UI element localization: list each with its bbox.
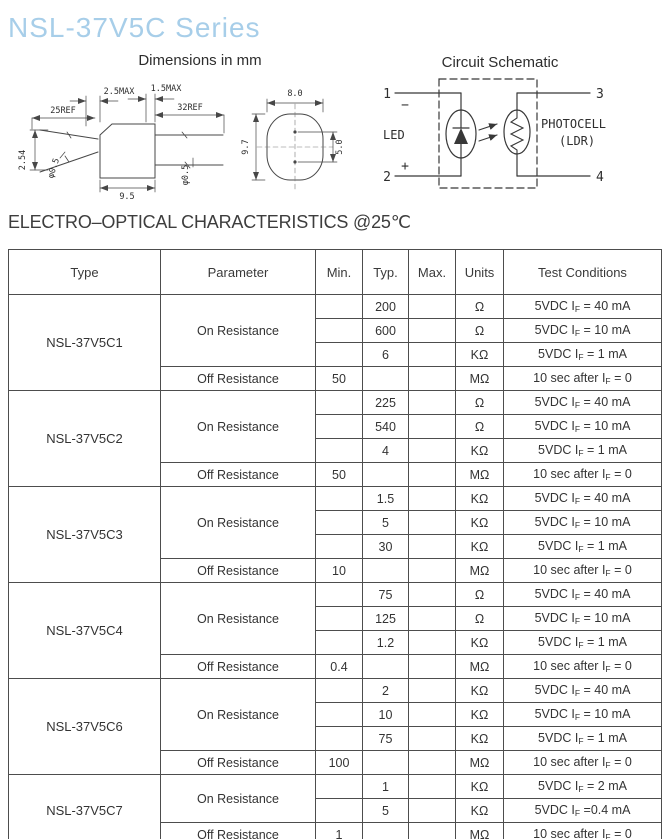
condition-text: = 40 mA (580, 683, 631, 697)
condition-text: 5VDC I (538, 779, 579, 793)
units-cell: KΩ (456, 799, 504, 823)
condition-subscript: F (578, 640, 584, 650)
condition-subscript: F (574, 688, 581, 698)
units-cell: KΩ (456, 535, 504, 559)
condition-text: = 10 mA (580, 707, 631, 721)
condition-text: 5VDC I (534, 491, 575, 505)
condition-text: 5VDC I (534, 515, 575, 529)
test-condition-cell (504, 607, 662, 631)
units-cell: MΩ (456, 367, 504, 391)
condition-subscript: F (605, 472, 611, 482)
table-row (9, 775, 662, 799)
min-cell: 50 (316, 367, 363, 391)
condition-text: 5VDC I (534, 611, 575, 625)
typ-cell: 75 (363, 727, 409, 751)
parameter-cell: On Resistance (161, 583, 316, 655)
typ-cell: 225 (363, 391, 409, 415)
dimensions-caption: Dimensions in mm (138, 52, 262, 69)
typ-cell: 1.5 (363, 487, 409, 511)
typ-cell: 200 (363, 295, 409, 319)
units-cell: KΩ (456, 703, 504, 727)
test-condition-cell (504, 487, 662, 511)
min-cell (316, 343, 363, 367)
max-cell (409, 463, 456, 487)
condition-text: = 2 mA (583, 779, 627, 793)
typ-cell: 10 (363, 703, 409, 727)
test-condition-cell (504, 415, 662, 439)
condition-subscript: F (574, 424, 581, 434)
units-cell: MΩ (456, 823, 504, 839)
dim-right-lead-label: 32REF (177, 103, 203, 113)
dim-tip-label: 1.5MAX (150, 84, 182, 94)
typ-cell (363, 559, 409, 583)
test-condition-cell (504, 511, 662, 535)
units-cell: Ω (456, 319, 504, 343)
parameter-cell: On Resistance (161, 487, 316, 559)
typ-cell: 2 (363, 679, 409, 703)
condition-text: = 40 mA (580, 299, 631, 313)
parameter-cell: Off Resistance (161, 559, 316, 583)
condition-text: 5VDC I (534, 707, 575, 721)
condition-text: = 1 mA (583, 635, 627, 649)
typ-cell: 4 (363, 439, 409, 463)
section-heading: ELECTRO–OPTICAL CHARACTERISTICS @25℃ (8, 212, 411, 232)
typ-cell: 125 (363, 607, 409, 631)
units-cell: KΩ (456, 439, 504, 463)
min-cell (316, 679, 363, 703)
condition-subscript: F (574, 328, 581, 338)
condition-text: 10 sec after I (533, 563, 606, 577)
col-header-typ: Typ. (363, 250, 409, 295)
test-condition-cell (504, 799, 662, 823)
max-cell (409, 655, 456, 679)
col-header-type: Type (9, 250, 161, 295)
polarity-plus-label: + (401, 159, 409, 174)
condition-text: = 10 mA (580, 419, 631, 433)
condition-text: 5VDC I (534, 323, 575, 337)
condition-subscript: F (574, 400, 581, 410)
units-cell: MΩ (456, 559, 504, 583)
condition-subscript: F (578, 352, 584, 362)
units-cell: Ω (456, 391, 504, 415)
typ-cell: 600 (363, 319, 409, 343)
units-cell: MΩ (456, 463, 504, 487)
eo-characteristics-table (8, 249, 662, 839)
condition-subscript: F (574, 496, 581, 506)
table-header-row (9, 250, 662, 295)
test-condition-cell (504, 775, 662, 799)
units-cell: KΩ (456, 511, 504, 535)
type-cell: NSL-37V5C2 (9, 391, 161, 487)
condition-subscript: F (605, 664, 611, 674)
min-cell: 10 (316, 559, 363, 583)
condition-subscript: F (578, 544, 584, 554)
min-cell (316, 775, 363, 799)
dim-body-length-label: 9.5 (119, 192, 135, 202)
max-cell (409, 511, 456, 535)
test-condition-cell (504, 727, 662, 751)
units-cell: Ω (456, 607, 504, 631)
type-cell: NSL-37V5C1 (9, 295, 161, 391)
col-header-min: Min. (316, 250, 363, 295)
min-cell (316, 631, 363, 655)
dim-end-height-label: 9.7 (241, 139, 251, 155)
col-header-max: Max. (409, 250, 456, 295)
max-cell (409, 559, 456, 583)
typ-cell: 5 (363, 799, 409, 823)
parameter-cell: On Resistance (161, 391, 316, 463)
units-cell: Ω (456, 583, 504, 607)
test-condition-cell (504, 631, 662, 655)
test-condition-cell (504, 343, 662, 367)
parameter-cell: Off Resistance (161, 823, 316, 839)
min-cell (316, 391, 363, 415)
dim-lead-pitch-label: 2.54 (18, 149, 28, 171)
typ-cell: 5 (363, 511, 409, 535)
typ-cell: 30 (363, 535, 409, 559)
parameter-cell: Off Resistance (161, 751, 316, 775)
pin-1-label: 1 (383, 87, 391, 102)
condition-text: 5VDC I (538, 443, 579, 457)
max-cell (409, 799, 456, 823)
test-condition-cell (504, 823, 662, 839)
min-cell (316, 439, 363, 463)
min-cell (316, 295, 363, 319)
condition-subscript: F (574, 304, 581, 314)
dim-right-lead-dia-label: φ0.5 (181, 164, 191, 186)
pin-3-label: 3 (596, 87, 604, 102)
max-cell (409, 367, 456, 391)
condition-subscript: F (574, 520, 581, 530)
test-condition-cell (504, 559, 662, 583)
max-cell (409, 631, 456, 655)
test-condition-cell (504, 463, 662, 487)
condition-text: = 1 mA (583, 539, 627, 553)
units-cell: KΩ (456, 775, 504, 799)
type-cell: NSL-37V5C4 (9, 583, 161, 679)
light-arrow-icon (479, 135, 497, 141)
min-cell (316, 583, 363, 607)
condition-subscript: F (578, 448, 584, 458)
min-cell (316, 799, 363, 823)
table-row (9, 679, 662, 703)
pin-2-label: 2 (383, 170, 391, 185)
condition-text: 5VDC I (534, 683, 575, 697)
units-cell: Ω (456, 295, 504, 319)
type-cell: NSL-37V5C7 (9, 775, 161, 839)
condition-text: 10 sec after I (533, 755, 606, 769)
units-cell: KΩ (456, 487, 504, 511)
condition-subscript: F (574, 616, 581, 626)
parameter-cell: On Resistance (161, 295, 316, 367)
polarity-minus-label: − (401, 98, 409, 113)
max-cell (409, 535, 456, 559)
max-cell (409, 775, 456, 799)
min-cell (316, 535, 363, 559)
package-dimensions-drawing (6, 72, 350, 212)
parameter-cell: On Resistance (161, 679, 316, 751)
typ-cell (363, 655, 409, 679)
condition-text: = 0 (610, 827, 632, 839)
condition-subscript: F (605, 832, 611, 839)
max-cell (409, 295, 456, 319)
condition-text: 5VDC I (538, 731, 579, 745)
condition-text: 5VDC I (534, 587, 575, 601)
test-condition-cell (504, 703, 662, 727)
test-condition-cell (504, 751, 662, 775)
condition-subscript: F (605, 376, 611, 386)
dim-pin-spacing-label: 5.0 (335, 139, 345, 155)
min-cell (316, 703, 363, 727)
test-condition-cell (504, 535, 662, 559)
max-cell (409, 583, 456, 607)
min-cell: 1 (316, 823, 363, 839)
parameter-cell: Off Resistance (161, 463, 316, 487)
condition-text: 5VDC I (538, 635, 579, 649)
units-cell: Ω (456, 415, 504, 439)
max-cell (409, 751, 456, 775)
max-cell (409, 415, 456, 439)
min-cell (316, 511, 363, 535)
condition-text: = 40 mA (580, 587, 631, 601)
table-row (9, 391, 662, 415)
min-cell (316, 727, 363, 751)
test-condition-cell (504, 295, 662, 319)
condition-text: = 10 mA (580, 611, 631, 625)
condition-text: 10 sec after I (533, 371, 606, 385)
max-cell (409, 679, 456, 703)
condition-text: = 10 mA (580, 515, 631, 529)
condition-text: 5VDC I (534, 803, 575, 817)
units-cell: MΩ (456, 655, 504, 679)
package-body-outline (100, 124, 155, 178)
condition-text: =0.4 mA (580, 803, 631, 817)
condition-text: 10 sec after I (533, 467, 606, 481)
condition-subscript: F (574, 592, 581, 602)
condition-text: 10 sec after I (533, 827, 606, 839)
condition-subscript: F (578, 784, 584, 794)
parameter-cell: Off Resistance (161, 367, 316, 391)
test-condition-cell (504, 439, 662, 463)
table-row (9, 583, 662, 607)
max-cell (409, 487, 456, 511)
ldr-label: (LDR) (559, 134, 596, 148)
max-cell (409, 439, 456, 463)
max-cell (409, 343, 456, 367)
condition-text: = 40 mA (580, 395, 631, 409)
min-cell: 50 (316, 463, 363, 487)
light-arrow-icon (479, 124, 497, 130)
condition-text: = 0 (610, 467, 632, 481)
schematic-package-boundary (439, 79, 537, 188)
units-cell: KΩ (456, 679, 504, 703)
typ-cell: 75 (363, 583, 409, 607)
dim-left-lead-label: 25REF (50, 106, 76, 116)
min-cell (316, 415, 363, 439)
typ-cell: 1 (363, 775, 409, 799)
col-header-units: Units (456, 250, 504, 295)
units-cell: MΩ (456, 751, 504, 775)
col-header-parameter: Parameter (161, 250, 316, 295)
condition-text: 5VDC I (538, 539, 579, 553)
test-condition-cell (504, 655, 662, 679)
test-condition-cell (504, 367, 662, 391)
min-cell (316, 607, 363, 631)
end-view-pin-bottom (293, 160, 296, 163)
min-cell: 0.4 (316, 655, 363, 679)
typ-cell (363, 367, 409, 391)
typ-cell: 6 (363, 343, 409, 367)
test-condition-cell (504, 583, 662, 607)
condition-text: = 40 mA (580, 491, 631, 505)
condition-text: = 1 mA (583, 731, 627, 745)
condition-text: = 10 mA (580, 323, 631, 337)
typ-cell (363, 823, 409, 839)
max-cell (409, 703, 456, 727)
max-cell (409, 319, 456, 343)
table-row (9, 487, 662, 511)
series-title: NSL-37V5C Series (8, 12, 261, 43)
type-cell: NSL-37V5C3 (9, 487, 161, 583)
test-condition-cell (504, 391, 662, 415)
units-cell: KΩ (456, 631, 504, 655)
units-cell: KΩ (456, 343, 504, 367)
typ-cell (363, 751, 409, 775)
max-cell (409, 727, 456, 751)
end-view-pin-top (293, 130, 296, 133)
test-condition-cell (504, 319, 662, 343)
condition-text: 10 sec after I (533, 659, 606, 673)
type-cell: NSL-37V5C6 (9, 679, 161, 775)
dim-end-width-label: 8.0 (287, 89, 303, 99)
table-row (9, 295, 662, 319)
min-cell: 100 (316, 751, 363, 775)
test-condition-cell (504, 679, 662, 703)
condition-text: 5VDC I (534, 299, 575, 313)
led-label: LED (383, 128, 405, 142)
circuit-schematic-drawing (375, 72, 665, 202)
condition-text: 5VDC I (534, 395, 575, 409)
max-cell (409, 607, 456, 631)
pin-4-label: 4 (596, 170, 604, 185)
condition-subscript: F (574, 808, 581, 818)
col-header-test-conditions: Test Conditions (504, 250, 662, 295)
min-cell (316, 319, 363, 343)
typ-cell: 1.2 (363, 631, 409, 655)
condition-subscript: F (605, 760, 611, 770)
photocell-label: PHOTOCELL (541, 117, 607, 131)
condition-subscript: F (605, 568, 611, 578)
typ-cell: 540 (363, 415, 409, 439)
min-cell (316, 487, 363, 511)
dim-standoff-label: 2.5MAX (103, 87, 135, 97)
condition-text: = 0 (610, 659, 632, 673)
condition-text: 5VDC I (534, 419, 575, 433)
parameter-cell: Off Resistance (161, 655, 316, 679)
typ-cell (363, 463, 409, 487)
schematic-caption: Circuit Schematic (441, 54, 559, 71)
condition-text: 5VDC I (538, 347, 579, 361)
condition-subscript: F (574, 712, 581, 722)
condition-text: = 0 (610, 563, 632, 577)
units-cell: KΩ (456, 727, 504, 751)
parameter-cell: On Resistance (161, 775, 316, 823)
condition-subscript: F (578, 736, 584, 746)
condition-text: = 0 (610, 755, 632, 769)
condition-text: = 0 (610, 371, 632, 385)
max-cell (409, 823, 456, 839)
dim-left-lead-dia-label: φ0.5 (46, 157, 63, 180)
condition-text: = 1 mA (583, 443, 627, 457)
condition-text: = 1 mA (583, 347, 627, 361)
max-cell (409, 391, 456, 415)
